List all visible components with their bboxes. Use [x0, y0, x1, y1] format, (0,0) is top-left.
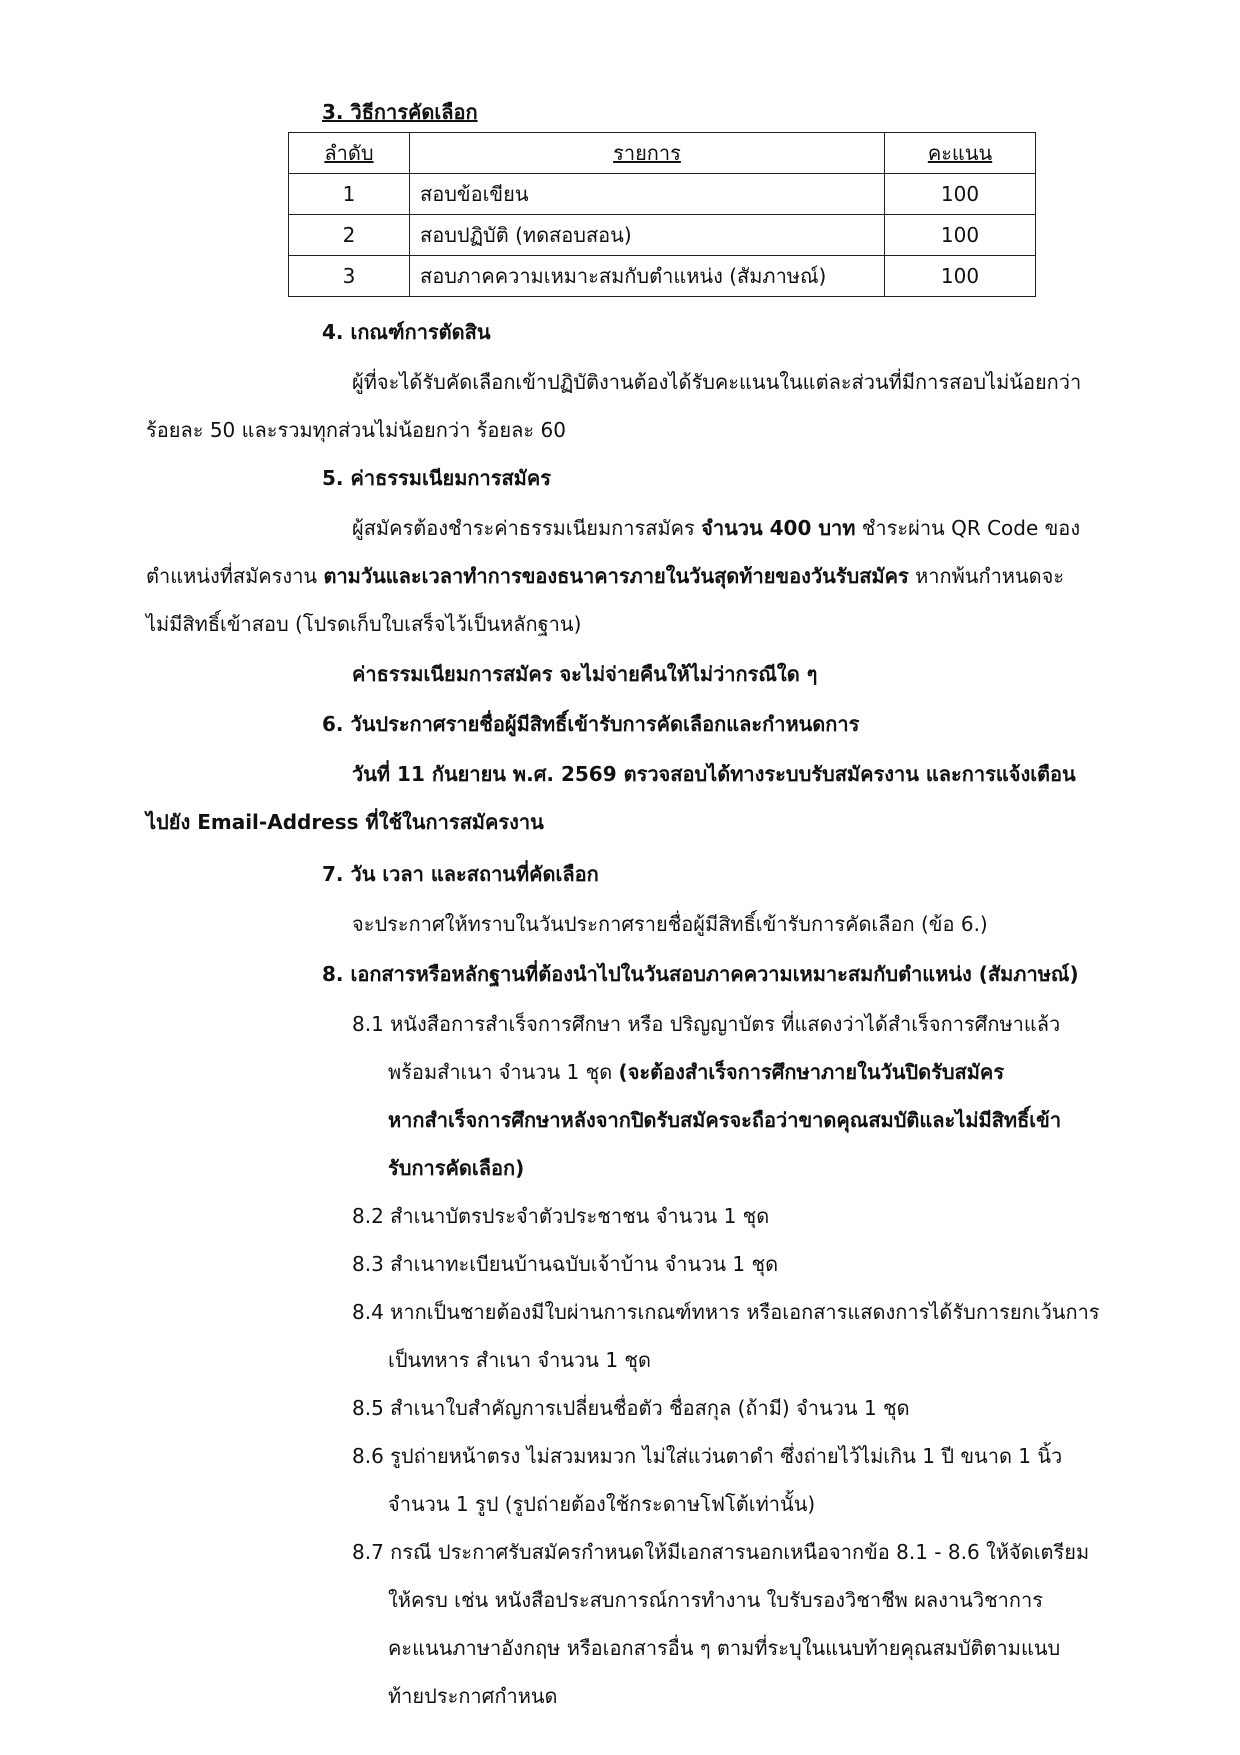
item-8-4-line-2: เป็นทหาร สำเนา จำนวน 1 ชุด [388, 1348, 651, 1372]
item-8-1-line-3: หากสำเร็จการศึกษาหลังจากปิดรับสมัครจะถือว่าขาดคุณสมบัติและไม่มีสิทธิ์เข้า [388, 1108, 1062, 1132]
section-8-heading: 8. เอกสารหรือหลักฐานที่ต้องนำไปในวันสอบภาคความเหมาะสมกับตำแหน่ง (สัมภาษณ์) [322, 962, 1079, 986]
fee-text-a: ผู้สมัครต้องชำระค่าธรรมเนียมการสมัคร [352, 516, 702, 540]
section-5-text-line-3: ไม่มีสิทธิ์เข้าสอบ (โปรดเก็บใบเสร็จไว้เป็นหลักฐาน) [146, 612, 582, 636]
section-4-text-line-1: ผู้ที่จะได้รับคัดเลือกเข้าปฏิบัติงานต้องได้รับคะแนนในแต่ละส่วนที่มีการสอบไม่น้อยกว่า [352, 370, 1082, 394]
table-header-row [289, 133, 1036, 174]
item-8-7-line-3: คะแนนภาษาอังกฤษ หรือเอกสารอื่น ๆ ตามที่ระบุในแนบท้ายคุณสมบัติตามแนบ [388, 1636, 1061, 1660]
selection-method-table [288, 132, 1036, 297]
row-item: สอบภาคความเหมาะสมกับตำแหน่ง (สัมภาษณ์) [410, 256, 885, 297]
item-8-7-line-1: 8.7 กรณี ประกาศรับสมัครกำหนดให้มีเอกสารนอกเหนือจากข้อ 8.1 - 8.6 ให้จัดเตรียม [352, 1540, 1090, 1564]
item-8-6-line-2: จำนวน 1 รูป (รูปถ่ายต้องใช้กระดาษโฟโต้เท่านั้น) [388, 1492, 816, 1516]
row-order: 3 [289, 256, 410, 297]
fee-text-2c: หากพ้นกำหนดจะ [908, 564, 1065, 588]
item-8-3: 8.3 สำเนาทะเบียนบ้านฉบับเจ้าบ้าน จำนวน 1 ชุด [352, 1252, 779, 1276]
item-8-1-line-1: 8.1 หนังสือการสำเร็จการศึกษา หรือ ปริญญาบัตร ที่แสดงว่าได้สำเร็จการศึกษาแล้ว [352, 1012, 1061, 1036]
header-score: คะแนน [885, 133, 1036, 174]
item-8-1-condition: (จะต้องสำเร็จการศึกษาภายในวันปิดรับสมัคร [618, 1060, 1005, 1084]
item-8-7-line-4: ท้ายประกาศกำหนด [388, 1684, 558, 1708]
row-score: 100 [885, 256, 1036, 297]
table-row [289, 215, 1036, 256]
section-4-text-line-2: ร้อยละ 50 และรวมทุกส่วนไม่น้อยกว่า ร้อยละ 60 [146, 418, 566, 442]
row-score: 100 [885, 174, 1036, 215]
item-8-1-copy-count: พร้อมสำเนา จำนวน 1 ชุด [388, 1060, 619, 1084]
fee-text-c: ชำระผ่าน QR Code ของ [855, 516, 1081, 540]
section-3-heading-text: 3. วิธีการคัดเลือก [322, 100, 478, 124]
item-8-4-line-1: 8.4 หากเป็นชายต้องมีใบผ่านการเกณฑ์ทหาร หรือเอกสารแสดงการได้รับการยกเว้นการ [352, 1300, 1100, 1324]
section-7-text-line-1: จะประกาศให้ทราบในวันประกาศรายชื่อผู้มีสิทธิ์เข้ารับการคัดเลือก (ข้อ 6.) [352, 912, 988, 936]
item-8-1-line-2 [388, 1058, 1004, 1086]
section-6-text-line-1: วันที่ 11 กันยายน พ.ศ. 2569 ตรวจสอบได้ทางระบบรับสมัครงาน และการแจ้งเตือน [352, 762, 1076, 786]
table-row [289, 256, 1036, 297]
item-8-1-line-4: รับการคัดเลือก) [388, 1156, 525, 1180]
item-8-7-line-2: ให้ครบ เช่น หนังสือประสบการณ์การทำงาน ใบรับรองวิชาชีพ ผลงานวิชาการ [388, 1588, 1043, 1612]
section-5-heading: 5. ค่าธรรมเนียมการสมัคร [322, 466, 551, 490]
row-order: 2 [289, 215, 410, 256]
row-item: สอบข้อเขียน [410, 174, 885, 215]
header-order: ลำดับ [289, 133, 410, 174]
row-order: 1 [289, 174, 410, 215]
section-6-heading: 6. วันประกาศรายชื่อผู้มีสิทธิ์เข้ารับการคัดเลือกและกำหนดการ [322, 712, 860, 736]
section-5-text-line-2 [146, 562, 1064, 590]
section-7-heading: 7. วัน เวลา และสถานที่คัดเลือก [322, 862, 599, 886]
fee-text-2a: ตำแหน่งที่สมัครงาน [146, 564, 324, 588]
item-8-6-line-1: 8.6 รูปถ่ายหน้าตรง ไม่สวมหมวก ไม่ใส่แว่นตาดำ ซึ่งถ่ายไว้ไม่เกิน 1 ปี ขนาด 1 นิ้ว [352, 1444, 1063, 1468]
item-8-5: 8.5 สำเนาใบสำคัญการเปลี่ยนชื่อตัว ชื่อสกุล (ถ้ามี) จำนวน 1 ชุด [352, 1396, 910, 1420]
row-score: 100 [885, 215, 1036, 256]
section-4-heading: 4. เกณฑ์การตัดสิน [322, 320, 491, 344]
fee-amount: จำนวน 400 บาท [701, 516, 856, 540]
fee-deadline: ตามวันและเวลาทำการของธนาคารภายในวันสุดท้ายของวันรับสมัคร [323, 564, 909, 588]
section-3-heading [322, 98, 478, 126]
item-8-2: 8.2 สำเนาบัตรประจำตัวประชาชน จำนวน 1 ชุด [352, 1204, 770, 1228]
section-5-note: ค่าธรรมเนียมการสมัคร จะไม่จ่ายคืนให้ไม่ว่ากรณีใด ๆ [352, 662, 818, 686]
section-5-text-line-1 [352, 514, 1080, 542]
table-row [289, 174, 1036, 215]
header-item: รายการ [410, 133, 885, 174]
row-item: สอบปฏิบัติ (ทดสอบสอน) [410, 215, 885, 256]
section-6-text-line-2: ไปยัง Email-Address ที่ใช้ในการสมัครงาน [146, 810, 544, 834]
